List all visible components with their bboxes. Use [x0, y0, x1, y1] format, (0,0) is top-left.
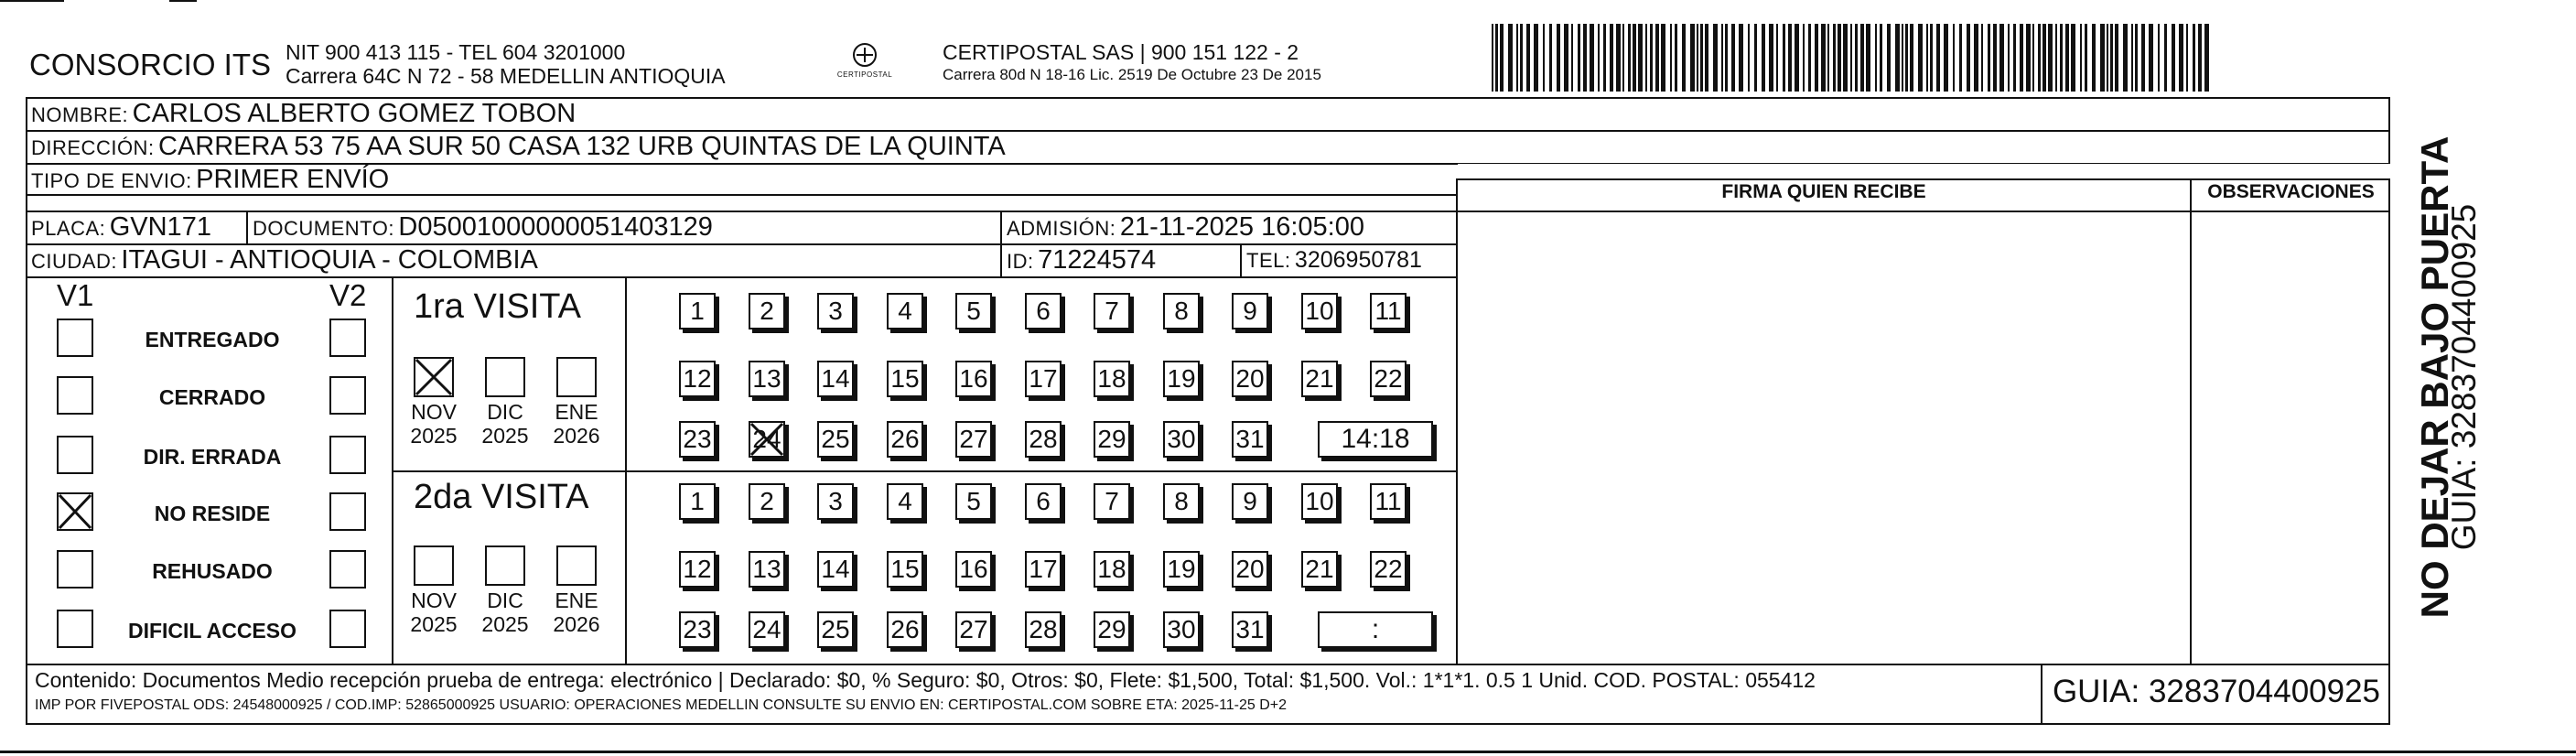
barcode-bar — [1638, 24, 1643, 92]
side-guia: GUIA: 3283704400925 — [2445, 203, 2483, 551]
barcode-bar — [1526, 24, 1530, 92]
barcode-bar — [1776, 24, 1778, 92]
month-label: NOV — [411, 400, 457, 424]
barcode-bar — [2032, 24, 2034, 92]
contenido-line: Contenido: Documentos Medio recepción prueba de entrega: electrónico | Declarado: $0, % Seguro: $0, Otros: $0, Flete: $1,500, Total: $1,500. Vol.: 1*1*1. 0.5 1 Unid. COD. POSTAL: 055412 — [35, 668, 1816, 692]
admision-label: ADMISIÓN: — [1007, 217, 1116, 240]
imp-line: IMP POR FIVEPOSTAL ODS: 24548000925 / COD.IMP: 52865000925 USUARIO: OPERACIONES MEDELLIN CONSULTE SU ENVIO EN: CERTIPOSTAL.COM SOBRE ETA: 2025-11-25 D+2 — [35, 697, 1288, 713]
barcode-bar — [1850, 24, 1852, 92]
barcode-bar — [1875, 24, 1877, 92]
month-checkbox-dic[interactable] — [485, 545, 525, 586]
tipo-row — [31, 165, 389, 195]
v2-checkbox-entregado[interactable] — [329, 319, 366, 357]
barcode-bar — [1944, 24, 1948, 92]
barcode-bar — [1516, 24, 1518, 92]
barcode-bar — [1860, 24, 1864, 92]
barcode-bar — [2164, 24, 2167, 92]
barcode-bar — [2179, 24, 2183, 92]
barcode-bar — [1697, 24, 1698, 92]
barcode-bar — [1705, 24, 1708, 92]
ciudad-label: CIUDAD: — [31, 250, 117, 273]
day-box-11[interactable]: 11 — [1370, 483, 1407, 520]
year-label: 2025 — [410, 424, 458, 448]
day-box-26[interactable]: 26 — [887, 421, 923, 458]
barcode-bar — [1821, 24, 1826, 92]
day-box-1[interactable]: 1 — [679, 293, 716, 329]
barcode-bar — [2020, 24, 2023, 92]
barcode-bar — [1887, 24, 1891, 92]
id-value: 71224574 — [1038, 245, 1157, 275]
day-box-17[interactable]: 17 — [1025, 551, 1062, 588]
direccion-row — [31, 132, 1006, 162]
day-box-18[interactable]: 18 — [1094, 361, 1130, 397]
barcode-bar — [1783, 24, 1785, 92]
documento-label: DOCUMENTO: — [253, 217, 394, 240]
day-box-19[interactable]: 19 — [1163, 551, 1200, 588]
day-box-3[interactable]: 3 — [817, 293, 854, 329]
day-box-25[interactable]: 25 — [817, 611, 854, 648]
barcode-bar — [1661, 24, 1665, 92]
second-visit-title: 2da VISITA — [414, 478, 589, 516]
status-label-rehusado: REHUSADO — [152, 559, 273, 583]
logo-text: CERTIPOSTAL — [836, 70, 893, 79]
barcode-bar — [1583, 24, 1587, 92]
barcode-bar — [1725, 24, 1728, 92]
barcode-bar — [1953, 24, 1955, 92]
day-box-16[interactable]: 16 — [955, 551, 992, 588]
barcode-bar — [1866, 24, 1870, 92]
day-box-31[interactable]: 31 — [1232, 611, 1268, 648]
tel-row — [1246, 247, 1422, 274]
day-box-9[interactable]: 9 — [1232, 483, 1268, 520]
barcode-bar — [1721, 24, 1723, 92]
certipostal-logo — [828, 40, 901, 86]
barcode-bar — [1598, 24, 1600, 92]
day-box-20[interactable]: 20 — [1232, 551, 1268, 588]
v1-checkbox-entregado[interactable] — [57, 319, 93, 357]
barcode-bar — [1981, 24, 1983, 92]
day-box-9[interactable]: 9 — [1232, 293, 1268, 329]
day-box-6[interactable]: 6 — [1025, 483, 1062, 520]
day-box-14[interactable]: 14 — [817, 551, 854, 588]
admision-row — [1007, 212, 1364, 243]
status-label-no-reside: NO RESIDE — [154, 502, 271, 525]
observaciones-area[interactable] — [2192, 212, 2388, 663]
barcode-bar — [1690, 24, 1695, 92]
barcode-bar — [1655, 24, 1659, 92]
status-label-entregado: ENTREGADO — [145, 328, 280, 351]
barcode-bar — [2042, 24, 2046, 92]
day-box-8[interactable]: 8 — [1163, 483, 1200, 520]
barcode-bar — [1628, 24, 1631, 92]
barcode-bar — [2080, 24, 2082, 92]
barcode-bar — [2060, 24, 2063, 92]
day-box-18[interactable]: 18 — [1094, 551, 1130, 588]
time-box[interactable]: 14:18 — [1318, 421, 1433, 458]
barcode-bar — [1930, 24, 1933, 92]
day-box-15[interactable]: 15 — [887, 551, 923, 588]
nombre-row — [31, 99, 576, 129]
barcode-bar — [1650, 24, 1653, 92]
v2-checkbox-rehusado[interactable] — [329, 550, 366, 589]
footer-guia: GUIA: 3283704400925 — [2052, 674, 2381, 709]
barcode-bar — [1603, 24, 1606, 92]
barcode-bar — [1590, 24, 1594, 92]
barcode-bar — [1571, 24, 1573, 92]
time-box[interactable]: : — [1318, 611, 1433, 648]
day-box-14[interactable]: 14 — [817, 361, 854, 397]
tipo-value: PRIMER ENVÍO — [196, 165, 390, 194]
barcode-bar — [1731, 24, 1735, 92]
v2-checkbox-no-reside[interactable] — [329, 492, 366, 531]
first-visit-title: 1ra VISITA — [414, 287, 582, 326]
v2-checkbox-cerrado[interactable] — [329, 376, 366, 415]
barcode-bar — [1557, 24, 1560, 92]
barcode-bar — [1633, 24, 1636, 92]
day-box-5[interactable]: 5 — [955, 483, 992, 520]
barcode-bar — [2158, 24, 2160, 92]
day-box-29[interactable]: 29 — [1094, 611, 1130, 648]
barcode-bar — [1808, 24, 1811, 92]
day-box-13[interactable]: 13 — [749, 551, 785, 588]
barcode — [1492, 24, 2215, 93]
barcode-bar — [2048, 24, 2053, 92]
barcode-bar — [1769, 24, 1773, 92]
day-box-3[interactable]: 3 — [817, 483, 854, 520]
v2-header: V2 — [329, 278, 367, 312]
barcode-bar — [2008, 24, 2010, 92]
barcode-bar — [2172, 24, 2175, 92]
barcode-bar — [2141, 24, 2145, 92]
barcode-bar — [1564, 24, 1568, 92]
tel-label: TEL: — [1246, 249, 1291, 272]
barcode-bar — [1492, 24, 1493, 92]
status-label-dificil-acceso: DIFICIL ACCESO — [127, 619, 296, 643]
barcode-bar — [1993, 24, 1997, 92]
day-box-23[interactable]: 23 — [679, 421, 716, 458]
day-box-22[interactable]: 22 — [1370, 551, 1407, 588]
barcode-bar — [1508, 24, 1513, 92]
side-warning: NO DEJAR BAJO PUERTA — [2413, 135, 2456, 619]
day-box-31[interactable]: 31 — [1232, 421, 1268, 458]
month-label: DIC — [487, 589, 523, 612]
barcode-bar — [2100, 24, 2105, 92]
barcode-bar — [1500, 24, 1504, 92]
barcode-bar — [2071, 24, 2075, 92]
day-box-19[interactable]: 19 — [1163, 361, 1200, 397]
firma-header: FIRMA QUIEN RECIBE — [1721, 181, 1926, 202]
barcode-bar — [1520, 24, 1523, 92]
day-box-25[interactable]: 25 — [817, 421, 854, 458]
barcode-bar — [1815, 24, 1818, 92]
barcode-bar — [1610, 24, 1613, 92]
day-box-26[interactable]: 26 — [887, 611, 923, 648]
day-box-12[interactable]: 12 — [679, 361, 716, 397]
barcode-bar — [2186, 24, 2188, 92]
year-label: 2025 — [410, 612, 458, 636]
barcode-bar — [1549, 24, 1552, 92]
barcode-bar — [1967, 24, 1970, 92]
tipo-label: TIPO DE ENVIO: — [31, 169, 192, 192]
v1-checkbox-cerrado[interactable] — [57, 376, 93, 415]
id-row — [1007, 245, 1156, 275]
barcode-bar — [1974, 24, 1978, 92]
day-box-23[interactable]: 23 — [679, 611, 716, 648]
company-name: CONSORCIO ITS — [29, 48, 272, 81]
day-box-8[interactable]: 8 — [1163, 293, 1200, 329]
barcode-bar — [2013, 24, 2016, 92]
barcode-bar — [1902, 24, 1903, 92]
barcode-bar — [1534, 24, 1538, 92]
barcode-bar — [1762, 24, 1765, 92]
barcode-bar — [1645, 24, 1647, 92]
ciudad-row — [31, 245, 538, 275]
day-box-2[interactable]: 2 — [749, 483, 785, 520]
v1-checkbox-dificil-acceso[interactable] — [57, 610, 93, 648]
day-box-21[interactable]: 21 — [1301, 551, 1338, 588]
day-box-27[interactable]: 27 — [955, 611, 992, 648]
month-label: ENE — [555, 589, 598, 612]
nombre-label: NOMBRE: — [31, 103, 129, 126]
barcode-bar — [1700, 24, 1703, 92]
v1-checkbox-dir-errada[interactable] — [57, 436, 93, 474]
year-label: 2025 — [481, 424, 529, 448]
barcode-bar — [2092, 24, 2096, 92]
barcode-bar — [2149, 24, 2153, 92]
day-box-7[interactable]: 7 — [1094, 483, 1130, 520]
v1-header: V1 — [57, 278, 94, 312]
barcode-bar — [2065, 24, 2069, 92]
day-box-4[interactable]: 4 — [887, 293, 923, 329]
day-box-24[interactable]: 24 — [749, 611, 785, 648]
day-box-13[interactable]: 13 — [749, 361, 785, 397]
firma-area[interactable] — [1458, 212, 2188, 663]
month-label: DIC — [487, 400, 523, 424]
day-box-12[interactable]: 12 — [679, 551, 716, 588]
barcode-bar — [1959, 24, 1962, 92]
v2-checkbox-dir-errada[interactable] — [329, 436, 366, 474]
barcode-bar — [2131, 24, 2133, 92]
barcode-bar — [1833, 24, 1836, 92]
month-label: ENE — [555, 400, 598, 424]
barcode-bar — [1843, 24, 1848, 92]
direccion-label: DIRECCIÓN: — [31, 136, 155, 159]
barcode-bar — [2110, 24, 2113, 92]
barcode-bar — [1936, 24, 1940, 92]
direccion-value: CARRERA 53 75 AA SUR 50 CASA 132 URB QUINTAS DE LA QUINTA — [158, 132, 1006, 161]
barcode-bar — [1926, 24, 1928, 92]
tel-value: 3206950781 — [1294, 247, 1422, 273]
barcode-bar — [2055, 24, 2057, 92]
barcode-bar — [1622, 24, 1624, 92]
month-checkbox-nov[interactable] — [414, 545, 454, 586]
barcode-bar — [1905, 24, 1908, 92]
barcode-bar — [2026, 24, 2031, 92]
barcode-bar — [2085, 24, 2087, 92]
checkmark-x-icon — [749, 421, 785, 458]
day-box-6[interactable]: 6 — [1025, 293, 1062, 329]
day-box-4[interactable]: 4 — [887, 483, 923, 520]
barcode-bar — [1543, 24, 1545, 92]
documento-value: D05001000000051403129 — [398, 212, 713, 242]
barcode-bar — [1578, 24, 1580, 92]
day-box-2[interactable]: 2 — [749, 293, 785, 329]
admision-value: 21-11-2025 16:05:00 — [1119, 212, 1364, 242]
company-address: Carrera 64C N 72 - 58 MEDELLIN ANTIOQUIA — [286, 64, 726, 88]
observaciones-header: OBSERVACIONES — [2207, 181, 2375, 202]
id-label: ID: — [1007, 250, 1034, 273]
barcode-bar — [1827, 24, 1829, 92]
barcode-bar — [2193, 24, 2195, 92]
month-checkbox-ene[interactable] — [556, 357, 597, 397]
barcode-bar — [1895, 24, 1900, 92]
barcode-bar — [2123, 24, 2128, 92]
day-box-29[interactable]: 29 — [1094, 421, 1130, 458]
day-box-11[interactable]: 11 — [1370, 293, 1407, 329]
status-label-cerrado: CERRADO — [158, 385, 266, 409]
year-label: 2026 — [553, 612, 600, 636]
carrier-address: Carrera 80d N 18-16 Lic. 2519 De Octubre 23 De 2015 — [943, 66, 1321, 83]
day-box-20[interactable]: 20 — [1232, 361, 1268, 397]
barcode-bar — [1675, 24, 1677, 92]
checkmark-x-icon — [57, 492, 93, 531]
month-checkbox-ene[interactable] — [556, 545, 597, 586]
year-label: 2026 — [553, 424, 600, 448]
barcode-bar — [2204, 24, 2209, 92]
day-box-30[interactable]: 30 — [1163, 421, 1200, 458]
barcode-bar — [1739, 24, 1743, 92]
day-box-21[interactable]: 21 — [1301, 361, 1338, 397]
barcode-bar — [1803, 24, 1805, 92]
barcode-bar — [2198, 24, 2202, 92]
day-box-17[interactable]: 17 — [1025, 361, 1062, 397]
barcode-bar — [1988, 24, 1990, 92]
day-box-1[interactable]: 1 — [679, 483, 716, 520]
year-label: 2025 — [481, 612, 529, 636]
barcode-bar — [1670, 24, 1672, 92]
day-box-28[interactable]: 28 — [1025, 611, 1062, 648]
nombre-value: CARLOS ALBERTO GOMEZ TOBON — [132, 99, 577, 128]
barcode-bar — [2038, 24, 2041, 92]
barcode-bar — [1795, 24, 1799, 92]
day-box-28[interactable]: 28 — [1025, 421, 1062, 458]
day-box-27[interactable]: 27 — [955, 421, 992, 458]
month-checkbox-dic[interactable] — [485, 357, 525, 397]
barcode-bar — [1999, 24, 2004, 92]
barcode-bar — [1495, 24, 1498, 92]
day-box-10[interactable]: 10 — [1301, 483, 1338, 520]
month-label: NOV — [411, 589, 457, 612]
nit-line: NIT 900 413 115 - TEL 604 3201000 — [286, 40, 626, 64]
day-box-5[interactable]: 5 — [955, 293, 992, 329]
barcode-bar — [2115, 24, 2118, 92]
barcode-bar — [1616, 24, 1621, 92]
day-box-30[interactable]: 30 — [1163, 611, 1200, 648]
v1-checkbox-rehusado[interactable] — [57, 550, 93, 589]
logo-emblem-icon — [828, 40, 901, 86]
day-box-16[interactable]: 16 — [955, 361, 992, 397]
day-box-24[interactable]: 24 — [749, 421, 785, 458]
placa-row — [31, 212, 211, 243]
barcode-bar — [1748, 24, 1750, 92]
v2-checkbox-dificil-acceso[interactable] — [329, 610, 366, 648]
barcode-bar — [1918, 24, 1923, 92]
status-label-dir-errada: DIR. ERRADA — [143, 445, 282, 469]
barcode-bar — [1682, 24, 1686, 92]
placa-label: PLACA: — [31, 217, 106, 240]
day-box-22[interactable]: 22 — [1370, 361, 1407, 397]
ciudad-value: ITAGUI - ANTIOQUIA - COLOMBIA — [121, 245, 538, 275]
barcode-bar — [2135, 24, 2138, 92]
placa-value: GVN171 — [109, 212, 211, 242]
day-box-15[interactable]: 15 — [887, 361, 923, 397]
documento-row — [253, 212, 713, 243]
checkmark-x-icon — [414, 357, 454, 397]
barcode-bar — [1754, 24, 1757, 92]
barcode-bar — [1910, 24, 1913, 92]
day-box-10[interactable]: 10 — [1301, 293, 1338, 329]
day-box-7[interactable]: 7 — [1094, 293, 1130, 329]
barcode-bar — [1838, 24, 1841, 92]
barcode-bar — [1788, 24, 1792, 92]
barcode-bar — [2107, 24, 2108, 92]
barcode-bar — [1855, 24, 1858, 92]
barcode-bar — [1713, 24, 1718, 92]
barcode-bar — [1880, 24, 1882, 92]
carrier-line: CERTIPOSTAL SAS | 900 151 122 - 2 — [943, 40, 1299, 64]
